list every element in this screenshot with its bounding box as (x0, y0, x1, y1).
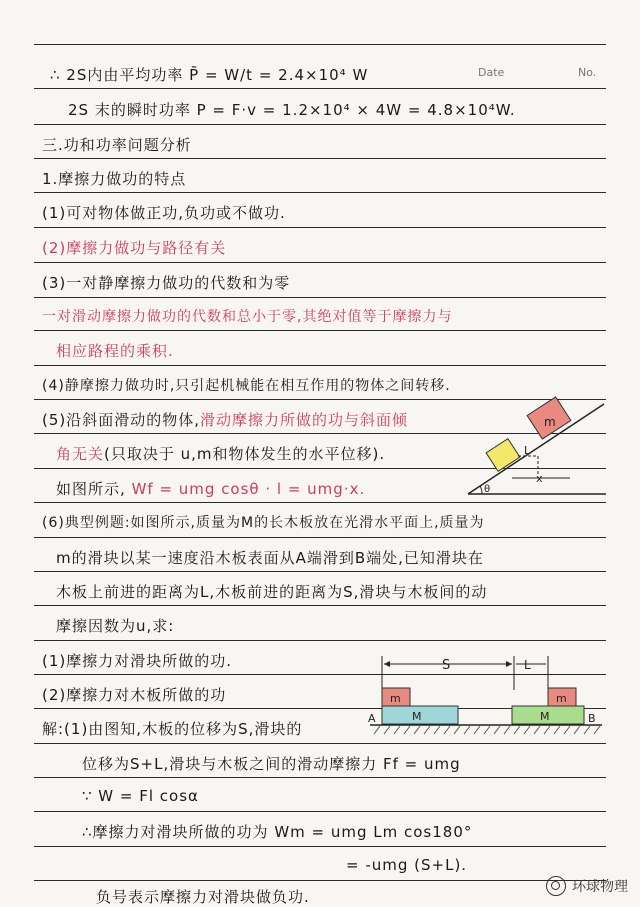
watermark (546, 876, 628, 896)
text-line: 木板上前进的距离为L,木板前进的距离为S,滑块与木板间的动 (56, 583, 488, 601)
text-line: (2)摩擦力对木板所做的功 (42, 686, 227, 704)
l-label: L (524, 658, 531, 672)
text-line: (4)静摩擦力做功时,只引起机械能在相互作用的物体之间转移. (42, 378, 451, 394)
date-label: Date (478, 66, 505, 79)
ruled-line (34, 811, 606, 812)
highlight-segment: 滑动摩擦力所做的功与斜面倾 (200, 411, 409, 429)
text-line: ∴ 2S内由平均功率 P̄ = W/t = 2.4×10⁴ W (50, 66, 369, 84)
block-start-label: m (390, 692, 401, 705)
text-line: (3)一对静摩擦力做功的代数和为零 (42, 274, 291, 292)
text-segment: 如图所示, (56, 480, 126, 498)
theta-label: θ (484, 484, 491, 495)
l-label: L (524, 444, 531, 457)
ruled-line (34, 571, 606, 572)
text-line: m的滑块以某一速度沿木板表面从A端滑到B端处,已知滑块在 (56, 549, 484, 567)
text-line: ∵ W = Fl cosα (82, 787, 199, 805)
text-line: 位移为S+L,滑块与木板之间的滑动摩擦力 Ff = umg (82, 755, 461, 773)
board-end-label: M (540, 710, 550, 723)
board-start-label: M (412, 710, 422, 723)
a-label: A (368, 712, 376, 725)
text-segment: (只取决于 u,m和物体发生的水平位移). (104, 445, 386, 463)
watermark-text: 环球物理 (572, 879, 628, 895)
ruled-line (34, 297, 606, 298)
text-line: 2S 末的瞬时功率 P = F·v = 1.2×10⁴ × 4W = 4.8×10⁴W. (68, 101, 516, 119)
ruled-line (34, 537, 606, 538)
text-line: 负号表示摩擦力对滑块做负功. (96, 888, 310, 906)
ruled-line (34, 330, 606, 331)
ruled-line (34, 640, 606, 641)
ruled-line (34, 192, 606, 193)
ruled-line (34, 158, 606, 159)
text-line (56, 443, 385, 464)
s-label: S (442, 658, 451, 673)
formula-segment: Wf = umg cosθ · l = umg·x. (131, 480, 366, 498)
text-line (42, 409, 408, 430)
incline-figure (462, 396, 612, 500)
highlight-line: 相应路程的乘积. (56, 342, 174, 360)
block-m (527, 397, 571, 439)
ruled-line (34, 88, 606, 89)
ruled-line (34, 124, 606, 125)
text-line: (6)典型例题:如图所示,质量为M的长木板放在光滑水平面上,质量为 (42, 515, 485, 531)
ruled-line (34, 502, 606, 503)
block-yellow (486, 439, 520, 472)
text-line: 解:(1)由图知,木板的位移为S,滑块的 (42, 720, 303, 738)
ruled-line (34, 777, 606, 778)
ruled-line (34, 846, 606, 847)
text-line: = -umg (S+L). (346, 856, 468, 874)
ruled-line (34, 227, 606, 228)
ruled-line (34, 743, 606, 744)
ruled-line (34, 880, 606, 881)
highlight-segment: 角无关 (56, 445, 105, 463)
number-label: No. (578, 66, 597, 79)
wechat-icon (546, 876, 566, 896)
text-line: ∴摩擦力对滑块所做的功为 Wm = umg Lm cos180° (82, 823, 473, 841)
ruled-line (34, 44, 606, 45)
ruled-line (34, 262, 606, 263)
text-line (56, 478, 365, 499)
ruled-line (34, 605, 606, 606)
text-line: (1)可对物体做正功,负功或不做功. (42, 204, 286, 222)
text-line: (1)摩擦力对滑块所做的功. (42, 652, 233, 670)
subsection-heading: 1.摩擦力做功的特点 (42, 170, 187, 188)
text-line: 摩擦因数为u,求: (56, 617, 175, 635)
block-end-label: m (556, 692, 567, 705)
highlight-line: (2)摩擦力做功与路径有关 (42, 239, 227, 257)
text-segment: (5)沿斜面滑动的物体, (42, 411, 201, 429)
ruled-line (34, 365, 606, 366)
ground-hatch (374, 726, 600, 734)
b-label: B (588, 712, 596, 725)
block-m-label: m (544, 415, 556, 429)
board-figure (368, 654, 606, 738)
x-label: x (536, 472, 543, 485)
highlight-line: 一对滑动摩擦力做功的代数和总小于零,其绝对值等于摩擦力与 (42, 309, 453, 325)
section-heading: 三.功和功率问题分析 (42, 136, 192, 154)
